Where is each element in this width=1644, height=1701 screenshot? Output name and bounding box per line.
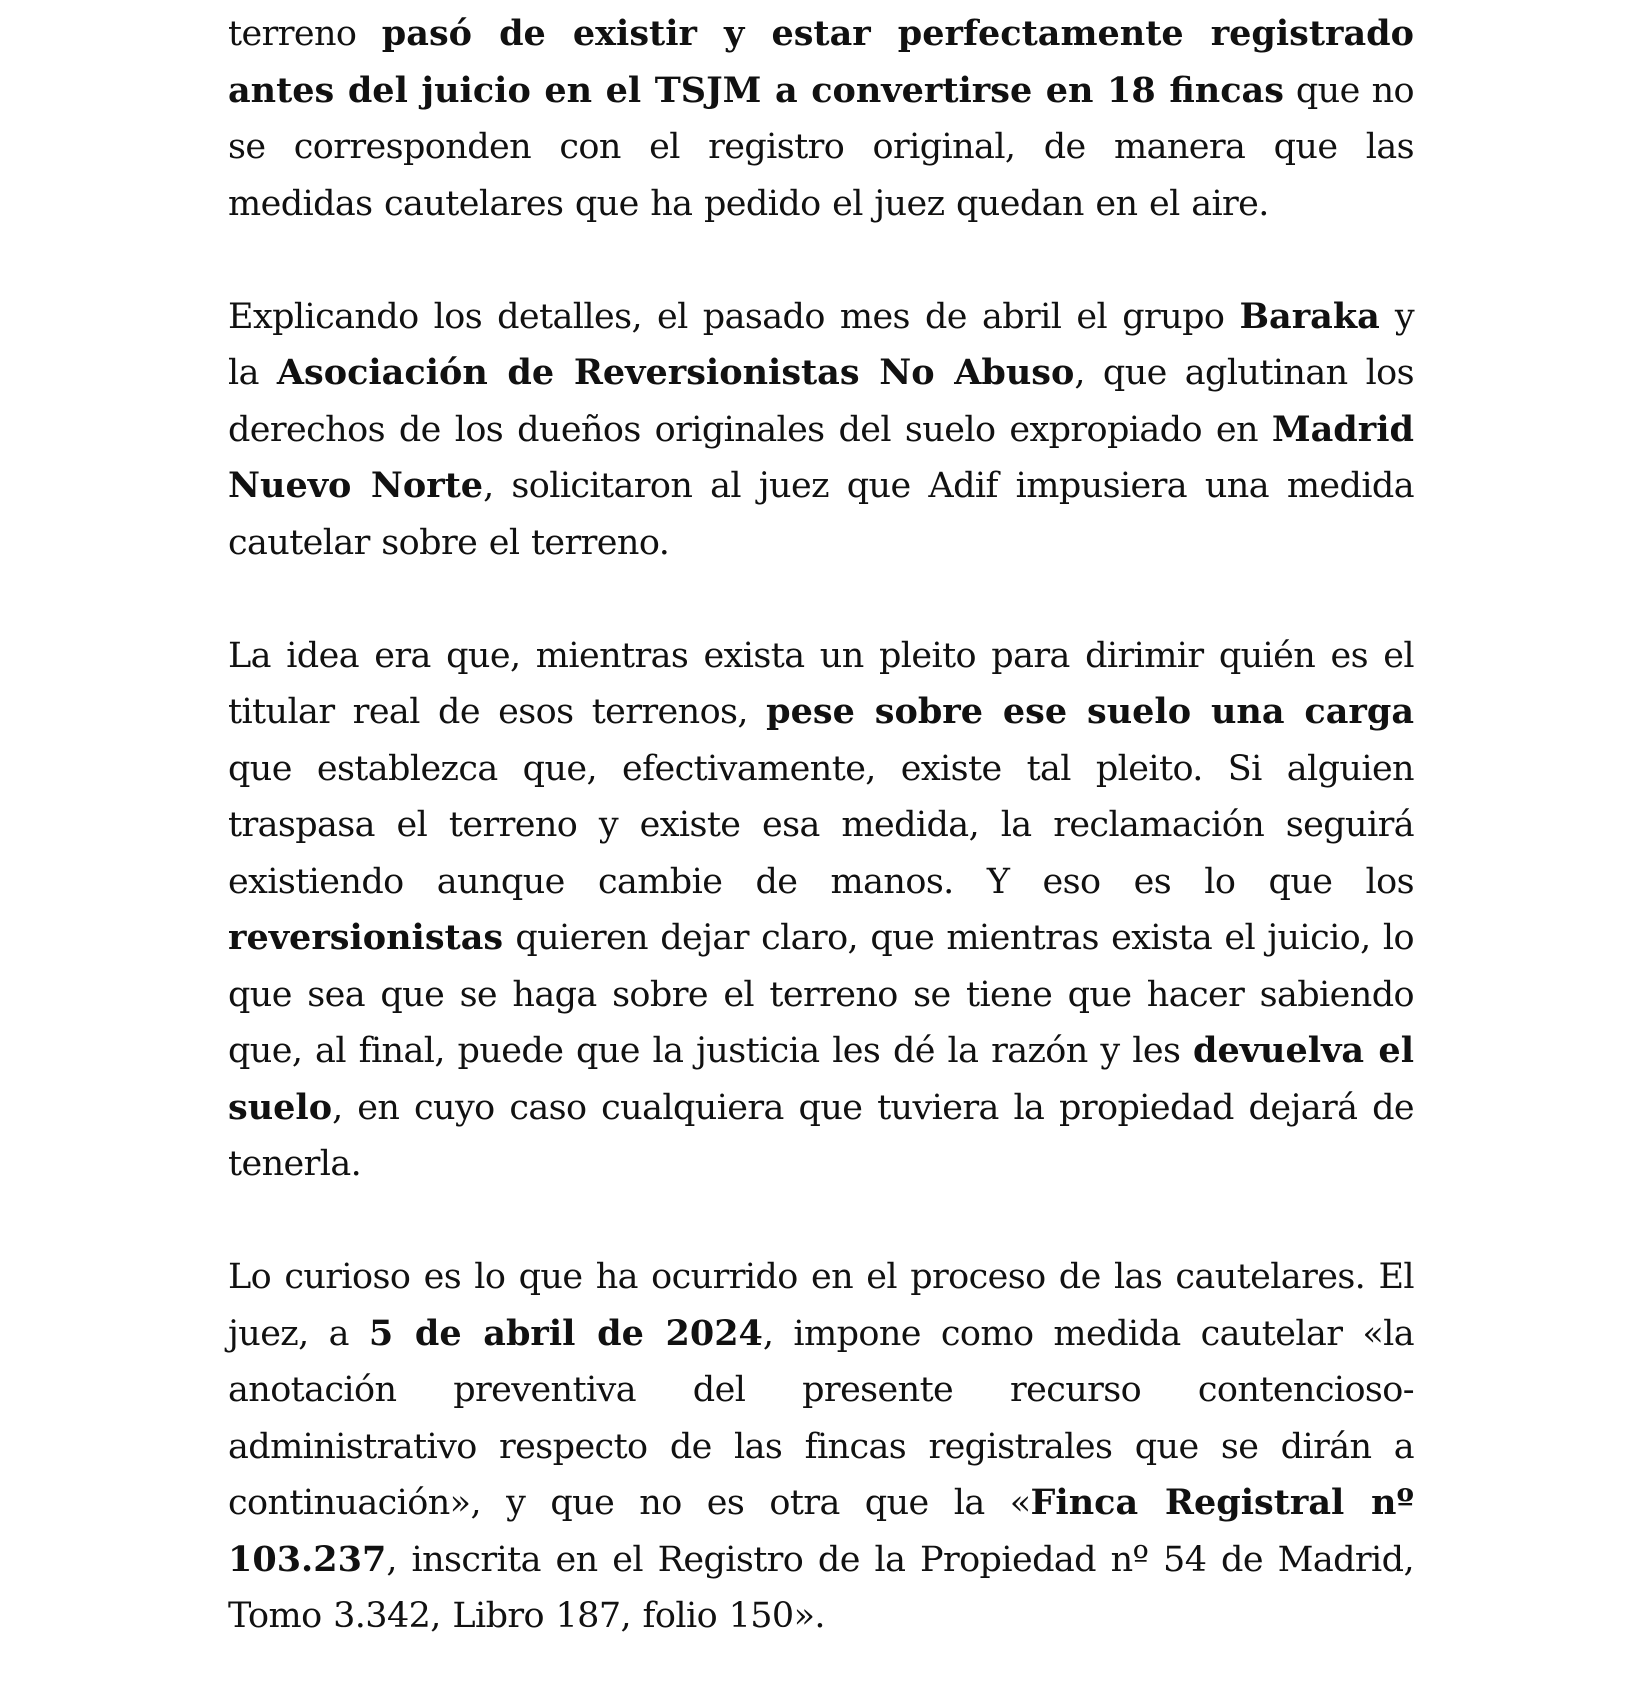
paragraph-3 bbox=[228, 628, 1414, 1193]
paragraph-4-bold-segment-4: Finca Registral nº 103.237 bbox=[228, 1482, 1414, 1580]
paragraph-2-segment-7: , solicitaron al juez que Adif impusiera una medida cautelar sobre el terreno. bbox=[228, 466, 1414, 563]
paragraph-2-bold-segment-4: Asociación de Reversionistas No Abuso bbox=[276, 352, 1075, 393]
paragraph-4-segment-3: , impone como medida cautelar «la anotación preventiva del presente recurso contencioso-administrativo respecto de las fincas registrales que se dirán a continuación», y que no es otra que la « bbox=[228, 1313, 1415, 1523]
paragraph-3-bold-segment-4: reversionistas bbox=[228, 917, 504, 958]
paragraph-1-bold-segment-2: pasó de existir y estar perfectamente registrado antes del juicio en el TSJM a convertirse en 18 fincas bbox=[228, 13, 1414, 111]
paragraph-2-bold-segment-2: Baraka bbox=[1239, 295, 1380, 337]
paragraph-2-segment-5: , que aglutinan los derechos de los dueños originales del suelo expropiado en bbox=[228, 353, 1414, 450]
paragraph-3-bold-segment-2: pese sobre ese suelo una carga bbox=[766, 691, 1414, 732]
paragraph-3-bold-segment-6: devuelva el suelo bbox=[228, 1030, 1414, 1128]
paragraph-3-segment-5: quieren dejar claro, que mientras exista el juicio, lo que sea que se haga sobre el terreno se tiene que hacer sabiendo que, al final, puede que la justicia les dé la razón y les bbox=[228, 918, 1414, 1071]
paragraph-1 bbox=[228, 6, 1414, 232]
paragraph-2-bold-segment-6: Madrid Nuevo Norte bbox=[228, 408, 1414, 506]
paragraph-1-segment-1: terreno bbox=[228, 14, 382, 54]
paragraph-4-bold-segment-2: 5 de abril de 2024 bbox=[368, 1312, 763, 1354]
paragraph-2-segment-1: Explicando los detalles, el pasado mes de abril el grupo bbox=[228, 296, 1240, 337]
paragraph-4-segment-5: , inscrita en el Registro de la Propiedad nº 54 de Madrid, Tomo 3.342, Libro 187, folio 150». bbox=[228, 1539, 1414, 1636]
paragraph-2 bbox=[228, 289, 1414, 572]
article-body bbox=[228, 6, 1414, 1701]
paragraph-2-segment-3: y la bbox=[228, 296, 1414, 393]
paragraph-3-segment-7: , en cuyo caso cualquiera que tuviera la propiedad dejará de tenerla. bbox=[228, 1087, 1414, 1184]
paragraph-3-segment-3: que establezca que, efectivamente, existe tal pleito. Si alguien traspasa el terreno y existe esa medida, la reclamación seguirá existiendo aunque cambie de manos. Y eso es lo que los bbox=[228, 748, 1414, 902]
paragraph-1-segment-3: que no se corresponden con el registro original, de manera que las medidas cautelares que ha pedido el juez quedan en el aire. bbox=[228, 70, 1415, 224]
paragraph-4-segment-1: Lo curioso es lo que ha ocurrido en el proceso de las cautelares. El juez, a bbox=[228, 1257, 1414, 1354]
paragraph-3-segment-1: La idea era que, mientras exista un pleito para dirimir quién es el titular real de esos terrenos, bbox=[228, 635, 1414, 732]
paragraph-4 bbox=[228, 1249, 1414, 1645]
